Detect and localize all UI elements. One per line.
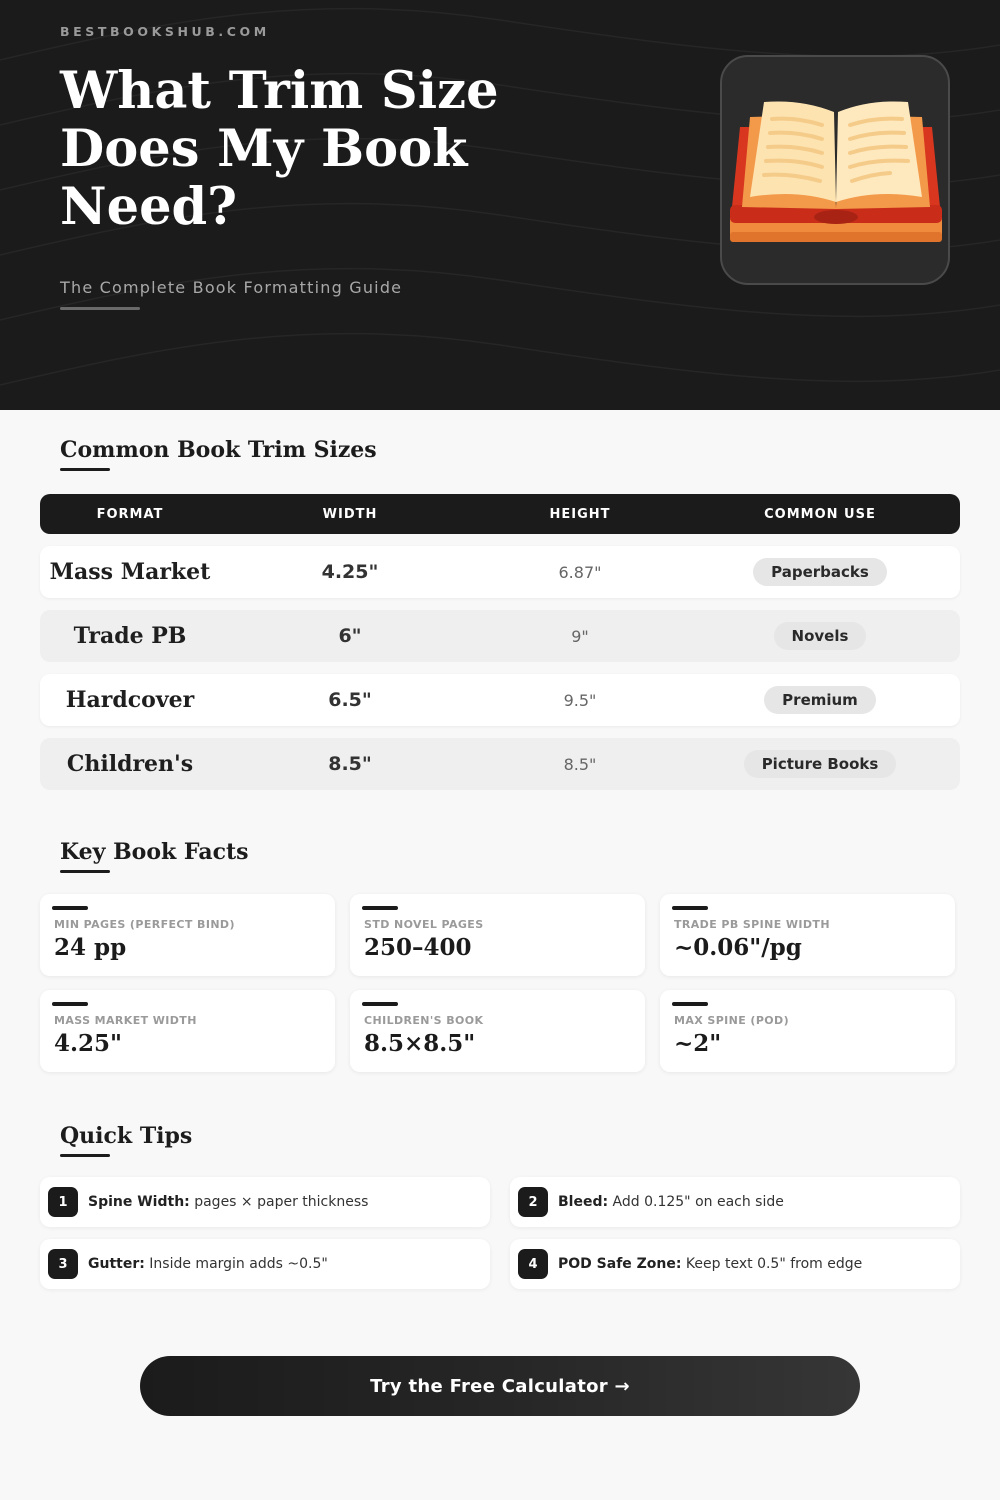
- column-header-width: WIDTH: [322, 506, 378, 522]
- site-brand: BESTBOOKSHUB.COM: [60, 24, 270, 39]
- format-cell: Children's: [66, 751, 194, 777]
- height-cell: 8.5": [563, 754, 597, 774]
- height-cell: 9.5": [563, 690, 597, 710]
- page-subtitle: The Complete Book Formatting Guide: [60, 278, 403, 297]
- format-cell: Mass Market: [49, 559, 211, 585]
- column-header-format: FORMAT: [96, 506, 164, 522]
- cta-label: Try the Free Calculator →: [370, 1375, 630, 1397]
- page-title: What Trim Size Does My Book Need?: [60, 61, 499, 237]
- tip-text: [88, 1194, 368, 1210]
- tip-title: Spine Width:: [88, 1194, 190, 1210]
- table-row: [40, 738, 960, 790]
- fact-value: 8.5×8.5": [364, 1030, 476, 1057]
- fact-card: [660, 894, 955, 976]
- tip-title: POD Safe Zone:: [558, 1256, 682, 1272]
- width-cell: 4.25": [321, 561, 379, 583]
- tip-number-badge: 2: [518, 1187, 548, 1217]
- card-accent-bar: [672, 1002, 708, 1006]
- use-badge: Novels: [774, 622, 867, 650]
- fact-label: TRADE PB SPINE WIDTH: [674, 918, 830, 931]
- fact-value: ~0.06"/pg: [674, 934, 802, 961]
- book-illustration-frame: [720, 55, 950, 285]
- tip-text: [558, 1194, 784, 1210]
- tip-item: [510, 1177, 960, 1227]
- tip-number-badge: 3: [48, 1249, 78, 1279]
- fact-card: [40, 894, 335, 976]
- open-book-icon: [722, 57, 952, 287]
- fact-value: 24 pp: [54, 934, 127, 961]
- fact-label: MAX SPINE (POD): [674, 1014, 789, 1027]
- use-badge: Premium: [764, 686, 876, 714]
- fact-value: 4.25": [54, 1030, 123, 1057]
- tip-number-badge: 4: [518, 1249, 548, 1279]
- width-cell: 6": [338, 625, 362, 647]
- fact-value: 250–400: [364, 934, 472, 961]
- format-cell: Hardcover: [65, 687, 195, 713]
- fact-card: [40, 990, 335, 1072]
- tip-item: [40, 1239, 490, 1289]
- tip-body: pages × paper thickness: [189, 1194, 369, 1210]
- tip-text: [558, 1256, 862, 1272]
- card-accent-bar: [52, 1002, 88, 1006]
- width-cell: 8.5": [328, 753, 372, 775]
- fact-label: STD NOVEL PAGES: [364, 918, 484, 931]
- card-accent-bar: [362, 906, 398, 910]
- column-header-common-use: COMMON USE: [764, 506, 876, 522]
- fact-value: ~2": [674, 1030, 722, 1057]
- use-cell: [680, 750, 960, 778]
- hero-banner: [0, 0, 1000, 410]
- subtitle-underline: [60, 307, 140, 310]
- card-accent-bar: [52, 906, 88, 910]
- height-cell: 6.87": [558, 562, 602, 582]
- column-header-height: HEIGHT: [549, 506, 611, 522]
- fact-label: MIN PAGES (PERFECT BIND): [54, 918, 235, 931]
- tip-body: Keep text 0.5" from edge: [681, 1256, 863, 1272]
- tip-item: [510, 1239, 960, 1289]
- format-cell: Trade PB: [73, 623, 187, 649]
- trim-sizes-heading: Common Book Trim Sizes: [60, 437, 377, 463]
- fact-label: MASS MARKET WIDTH: [54, 1014, 197, 1027]
- tip-title: Bleed:: [558, 1194, 609, 1210]
- height-cell: 9": [571, 626, 589, 646]
- card-accent-bar: [362, 1002, 398, 1006]
- table-row: [40, 546, 960, 598]
- fact-card: [350, 894, 645, 976]
- tip-body: Inside margin adds ~0.5": [144, 1256, 328, 1272]
- tip-number-badge: 1: [48, 1187, 78, 1217]
- table-row: [40, 610, 960, 662]
- tip-body: Add 0.125" on each side: [608, 1194, 784, 1210]
- free-calculator-button[interactable]: [140, 1356, 860, 1416]
- fact-label: CHILDREN'S BOOK: [364, 1014, 484, 1027]
- table-header: [40, 494, 960, 534]
- use-badge: Picture Books: [744, 750, 897, 778]
- use-cell: [680, 622, 960, 650]
- use-badge: Paperbacks: [753, 558, 887, 586]
- fact-card: [350, 990, 645, 1072]
- tip-item: [40, 1177, 490, 1227]
- use-cell: [680, 686, 960, 714]
- fact-card: [660, 990, 955, 1072]
- card-accent-bar: [672, 906, 708, 910]
- key-facts-heading: Key Book Facts: [60, 839, 249, 865]
- tip-title: Gutter:: [88, 1256, 145, 1272]
- table-row: [40, 674, 960, 726]
- width-cell: 6.5": [328, 689, 372, 711]
- use-cell: [680, 558, 960, 586]
- tip-text: [88, 1256, 328, 1272]
- quick-tips-heading: Quick Tips: [60, 1123, 193, 1149]
